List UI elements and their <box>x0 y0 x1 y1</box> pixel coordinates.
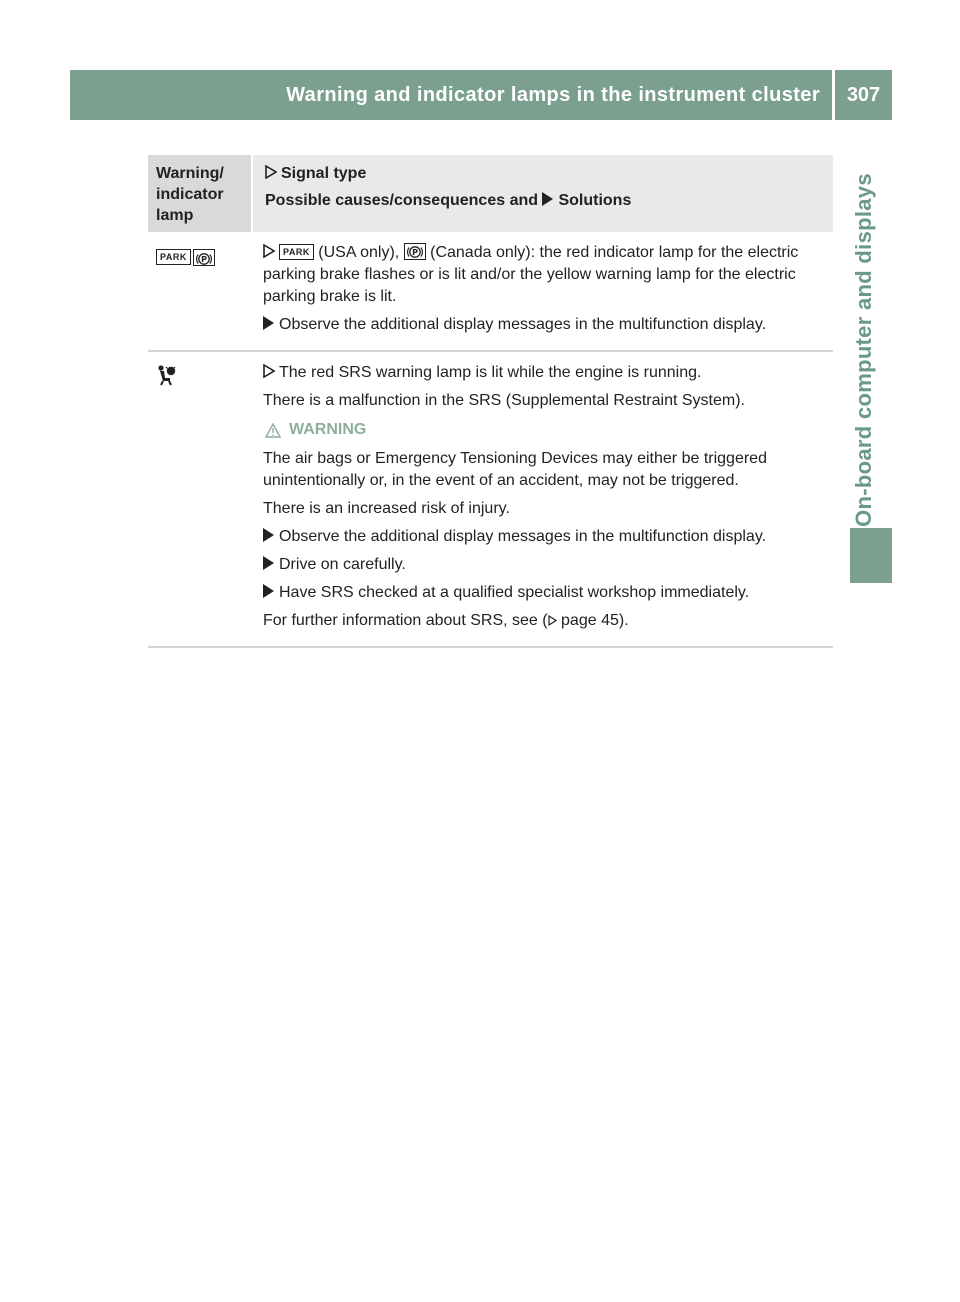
solution-arrow-icon <box>263 584 274 598</box>
table-row <box>148 352 833 648</box>
further-info-suffix: ). <box>618 612 629 629</box>
p-circle-lamp-icon <box>404 243 426 260</box>
col-header-signal <box>253 155 833 232</box>
side-tab-label: On-board computer and displays <box>851 173 876 527</box>
solution-text: Observe the additional display messages in the multifunction display. <box>279 528 767 545</box>
signal-cell <box>251 232 833 350</box>
cause-text: There is a malfunction in the SRS (Supplemental Restraint System). <box>263 392 745 409</box>
signal-usa-text: (USA only), <box>318 244 400 261</box>
col-header-lamp: Warning/ indicator lamp <box>148 155 251 232</box>
warning-lamps-table <box>148 155 833 648</box>
side-tab-marker <box>850 528 892 583</box>
warning-triangle-icon <box>265 423 281 438</box>
solutions-label: Solutions <box>558 192 632 209</box>
risk-text: There is an increased risk of injury. <box>263 500 510 517</box>
signal-type-label: Signal type <box>281 165 367 182</box>
signal-type-icon <box>263 244 275 258</box>
solution-arrow-icon <box>263 556 274 570</box>
lamp-cell <box>148 232 251 350</box>
page-number: 307 <box>846 84 881 106</box>
warning-label: WARNING <box>289 421 367 438</box>
causes-label: Possible causes/consequences and <box>265 192 539 209</box>
lamp-cell <box>148 352 251 646</box>
solution-arrow-icon <box>263 316 274 330</box>
page-title: Warning and indicator lamps in the instrument cluster <box>286 84 820 106</box>
svg-text:P: P <box>200 254 207 264</box>
signal-description: (Canada only): the red indicator lamp for the electric parking brake flashes or is lit and/or the yellow warning lamp for the electric parking brake is lit. <box>263 244 799 305</box>
side-tab <box>836 120 892 580</box>
signal-type-icon <box>265 165 277 179</box>
park-lamp-icon: PARK <box>279 244 314 260</box>
srs-airbag-icon <box>156 364 178 386</box>
solution-text: Observe the additional display messages in the multifunction display. <box>279 316 767 333</box>
park-lamp-icon: PARK <box>156 249 191 265</box>
solution-text: Have SRS checked at a qualified specialist workshop immediately. <box>279 584 750 601</box>
p-circle-lamp-icon <box>193 249 215 266</box>
solution-text: Drive on carefully. <box>279 556 406 573</box>
table-row <box>148 232 833 352</box>
warning-heading <box>263 418 825 442</box>
table-header <box>148 155 833 232</box>
solution-arrow-icon <box>542 192 553 206</box>
svg-text:P: P <box>411 248 418 257</box>
further-info-text: For further information about SRS, see ( <box>263 612 548 629</box>
page-reference-link[interactable]: page 45 <box>561 612 619 629</box>
solution-arrow-icon <box>263 528 274 542</box>
header-bar <box>70 70 892 120</box>
signal-cell <box>251 352 833 646</box>
signal-type-icon <box>263 364 275 378</box>
warning-text: The air bags or Emergency Tensioning Devices may either be triggered unintentionally or, in the event of an accident, may not be triggered. <box>263 450 767 489</box>
page-reference-icon <box>548 615 557 626</box>
signal-description: The red SRS warning lamp is lit while the engine is running. <box>279 364 702 381</box>
